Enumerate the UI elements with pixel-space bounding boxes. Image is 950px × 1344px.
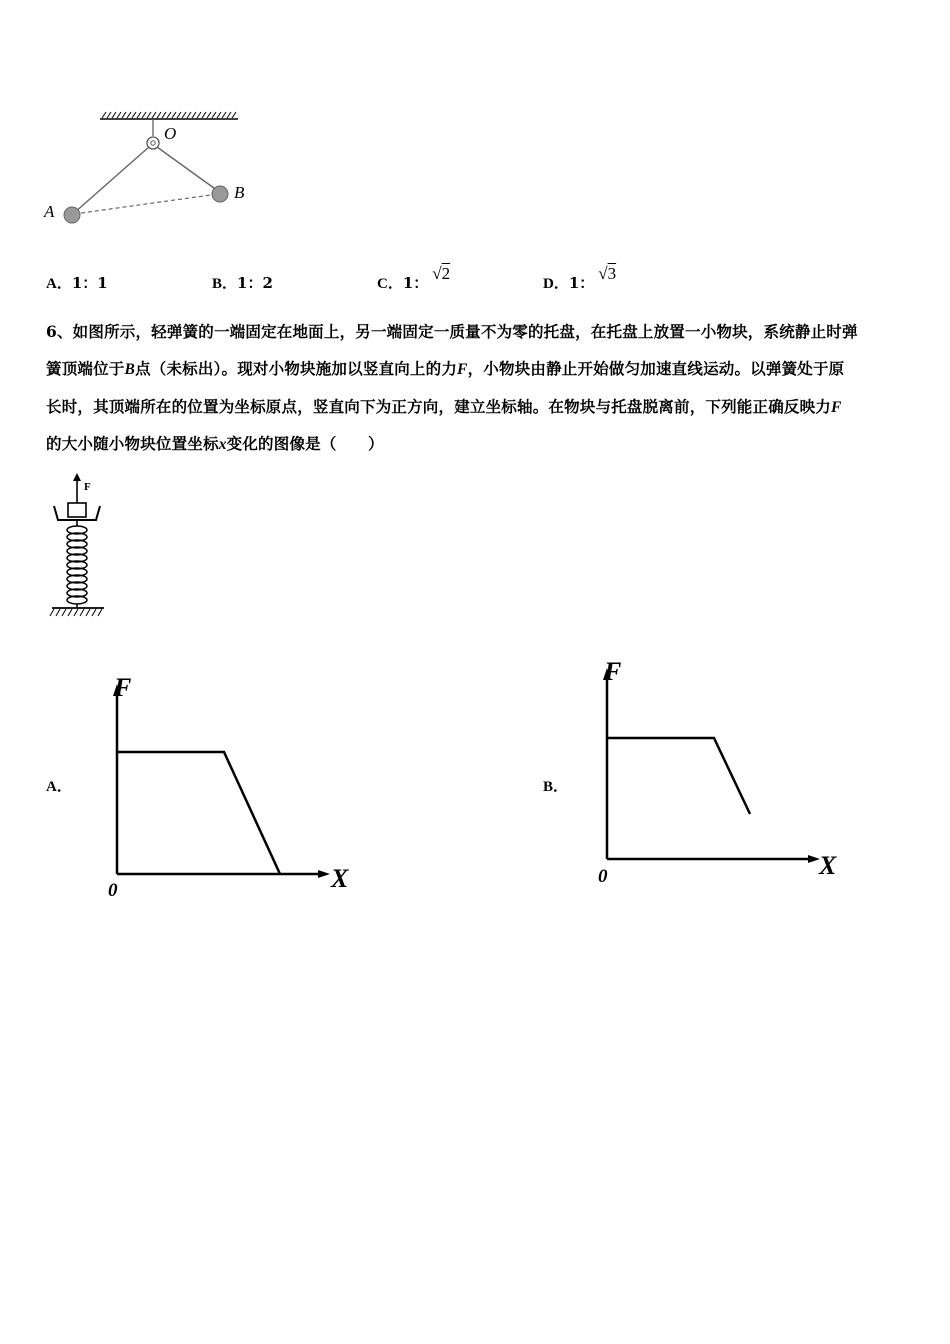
question6-line4: 的大小随小物块位置坐标x变化的图像是（ ） xyxy=(46,434,384,453)
graph-a-y-label: F xyxy=(114,673,132,702)
option-b-letter: B． xyxy=(212,276,238,292)
option-c[interactable] xyxy=(377,264,451,293)
option-d-radicand: 3 xyxy=(607,264,617,283)
graph-a-origin: 0 xyxy=(108,880,118,901)
graph-b-x-label: X xyxy=(819,851,837,880)
question6-line1: 6、如图所示，轻弹簧的一端固定在地面上，另一端固定一质量不为零的托盘，在托盘上放置一小物块，系统静止时弹 xyxy=(46,322,858,341)
option-b-text: 1：2 xyxy=(237,274,273,292)
option-c-text: 1： xyxy=(402,274,429,292)
option-c-letter: C． xyxy=(377,276,403,292)
graph-option-a-label[interactable]: A． xyxy=(46,779,72,795)
graph-option-a[interactable] xyxy=(100,672,360,902)
force-label: F xyxy=(84,481,91,493)
label-a: A xyxy=(44,202,55,221)
option-d-letter: D． xyxy=(543,276,569,292)
option-c-radicand: 2 xyxy=(441,264,451,283)
label-b: B xyxy=(234,183,245,202)
option-d-text: 1： xyxy=(568,274,595,292)
graph-option-b[interactable] xyxy=(590,656,850,886)
option-a-letter: A． xyxy=(46,276,72,292)
question6-line2: 簧顶端位于B点（未标出）。现对小物块施加以竖直向上的力F，小物块由静止开始做匀加速直线运动。以弹簧处于原 xyxy=(46,359,845,378)
option-a-text: 1：1 xyxy=(71,274,108,292)
question6-line3: 长时，其顶端所在的位置为坐标原点，竖直向下为正方向，建立坐标轴。在物块与托盘脱离前，下列能正确反映力F xyxy=(46,397,842,416)
graph-b-y-label: F xyxy=(604,657,622,686)
sqrt-2: √2 xyxy=(432,264,451,283)
pendulum-figure xyxy=(40,105,270,235)
option-a[interactable] xyxy=(46,272,108,293)
graph-b-origin: 0 xyxy=(598,866,608,886)
sqrt-3: √3 xyxy=(598,264,617,283)
graph-option-b-label[interactable]: B． xyxy=(543,779,569,795)
option-d[interactable] xyxy=(543,264,617,293)
label-o: O xyxy=(164,124,177,143)
spring-figure xyxy=(44,470,114,622)
option-b[interactable] xyxy=(212,272,273,293)
graph-a-x-label: X xyxy=(331,864,349,893)
